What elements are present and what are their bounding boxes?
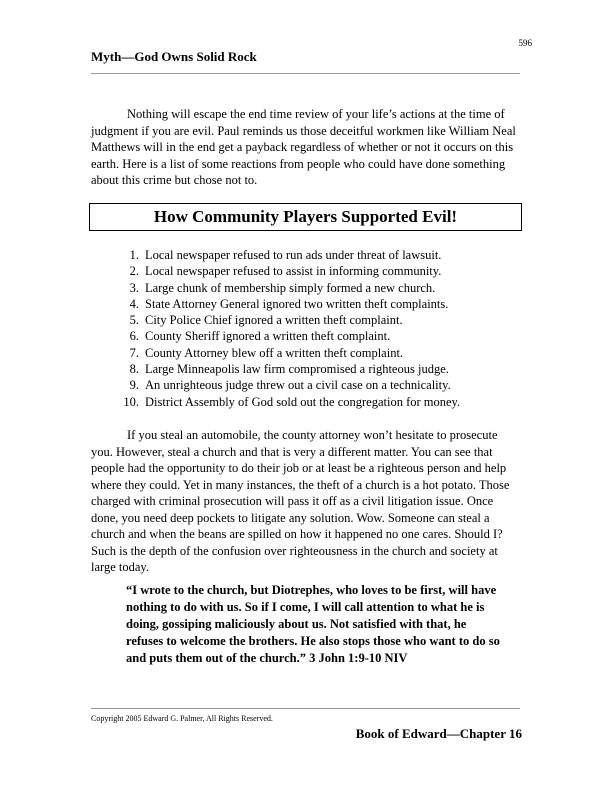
running-head: Myth—God Owns Solid Rock — [91, 49, 257, 64]
list-item-text: State Attorney General ignored two written theft complaints. — [145, 296, 449, 311]
page-number: 596 — [518, 38, 532, 48]
intro-paragraph: Nothing will escape the end time review of your life’s actions at the time of judgment if you are evil. Paul reminds us those deceitful workmen like William Neal Matthews will in the end get a payback regardless of whether or not it occurs on this earth. Here is a list of some reactions from people who could have done something about this crime but chose not to. — [91, 107, 516, 187]
list-item — [112, 345, 532, 361]
list-item-number: 9. — [129, 378, 139, 393]
list-item — [112, 296, 532, 312]
list-item-text: County Attorney blew off a written theft complaint. — [145, 345, 404, 360]
section-heading-box — [89, 203, 522, 231]
list-item-text: City Police Chief ignored a written theft complaint. — [145, 313, 403, 328]
reactions-list — [112, 247, 532, 410]
list-item-number: 10. — [123, 394, 139, 409]
scripture-quote: “I wrote to the church, but Diotrephes, who loves to be first, will have nothing to do with us. So if I come, I will call attention to what he is doing, gossiping maliciously about us. Not satisfied with that, he refuses to welcome the brothers. He also stops those who want to do so and puts them out of the church.” 3 John 1:9-10 NIV — [126, 583, 500, 665]
list-item-number: 8. — [129, 362, 139, 377]
list-item-number: 2. — [129, 264, 139, 279]
list-item-text: Large chunk of membership simply formed a new church. — [145, 280, 436, 295]
list-item — [112, 312, 532, 328]
copyright-notice: Copyright 2005 Edward G. Palmer, All Rights Reserved. — [91, 714, 273, 723]
list-item — [112, 361, 532, 377]
list-item-text: District Assembly of God sold out the congregation for money. — [145, 394, 461, 409]
list-item-number: 3. — [129, 280, 139, 295]
list-item — [112, 263, 532, 279]
list-item-number: 7. — [129, 345, 139, 360]
footer-book-chapter: Book of Edward—Chapter 16 — [355, 726, 522, 741]
list-item-text: An unrighteous judge threw out a civil case on a technicality. — [145, 378, 451, 393]
list-item — [112, 280, 532, 296]
list-item-text: Local newspaper refused to assist in informing community. — [145, 264, 442, 279]
list-item-number: 6. — [129, 329, 139, 344]
footer-rule — [91, 708, 520, 709]
list-item — [112, 394, 532, 410]
list-item-number: 5. — [129, 313, 139, 328]
list-item-number: 4. — [129, 296, 139, 311]
list-item-number: 1. — [129, 248, 139, 262]
list-item-text: Large Minneapolis law firm compromised a righteous judge. — [145, 362, 449, 377]
list-item-text: Local newspaper refused to run ads under threat of lawsuit. — [145, 248, 442, 262]
header-rule — [91, 73, 520, 74]
body-paragraph: If you steal an automobile, the county attorney won’t hesitate to prosecute you. However, steal a church and that is very a different matter. You can see that people had the opportunity to do their job or at least be a righteous person and help where they could. Yet in many instances, the theft of a church is a hot potato. Those charged with criminal prosecution will pass it off as a civil litigation issue. Once done, you need deep pockets to litigate any solution. Wow. Someone can steal a church and when the beans are spilled on how it happened no one cares. Should I? Such is the depth of the confusion over righteousness in the church and society at large today. — [91, 428, 510, 574]
list-item — [112, 247, 532, 263]
section-title: How Community Players Supported Evil! — [153, 207, 458, 226]
list-item — [112, 377, 532, 393]
list-item — [112, 328, 532, 344]
list-item-text: County Sheriff ignored a written theft complaint. — [145, 329, 391, 344]
